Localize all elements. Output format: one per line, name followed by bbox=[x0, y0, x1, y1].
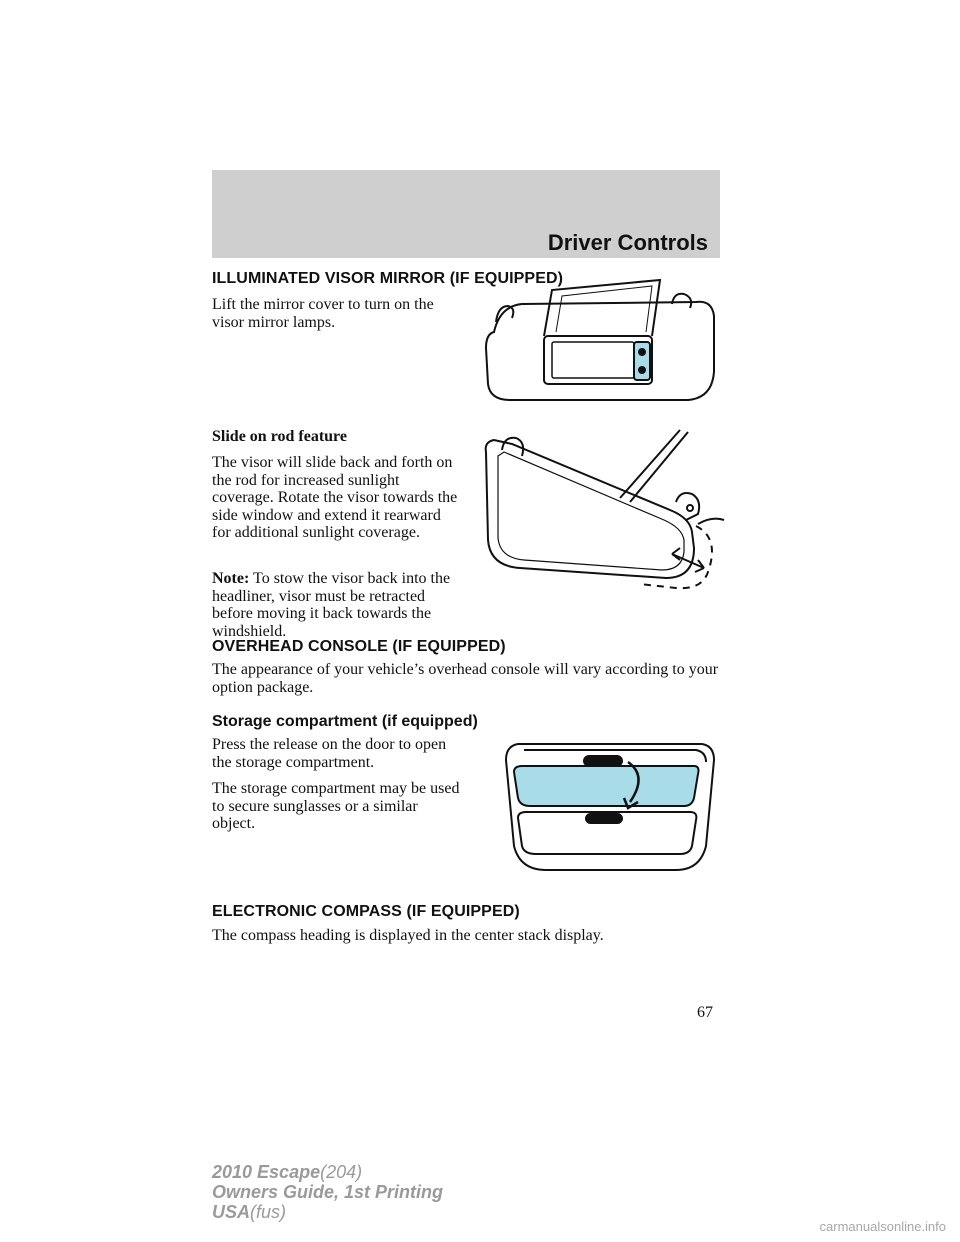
footer bbox=[212, 1162, 443, 1222]
storage-compartment-illustration bbox=[500, 742, 720, 876]
compass-heading: ELECTRONIC COMPASS (IF EQUIPPED) bbox=[212, 903, 520, 920]
storage-text-2: The storage compartment may be used to secure sunglasses or a similar object. bbox=[212, 780, 460, 832]
note-label: Note: bbox=[212, 570, 250, 587]
footer-line-3 bbox=[212, 1202, 443, 1222]
slide-rod-text: The visor will slide back and forth on the rod for increased sunlight coverage. Rotate the visor towards the side window and extend it rearward for additional sunlight coverage. bbox=[212, 454, 458, 541]
overhead-console-text: The appearance of your vehicle’s overhead console will vary according to your option package. bbox=[212, 661, 719, 696]
note-text: To stow the visor back into the headliner, visor must be retracted before moving it back towards the windshield. bbox=[212, 570, 451, 640]
visor-mirror-heading: ILLUMINATED VISOR MIRROR (IF EQUIPPED) bbox=[212, 270, 564, 287]
footer-model-code: (204) bbox=[320, 1162, 363, 1182]
slide-rod-heading: Slide on rod feature bbox=[212, 428, 347, 445]
visor-mirror-illustration bbox=[482, 272, 722, 406]
page-number: 67 bbox=[697, 1004, 713, 1021]
header-band bbox=[212, 170, 720, 258]
watermark: carmanualsonline.info bbox=[819, 1219, 946, 1234]
footer-line-1 bbox=[212, 1162, 443, 1182]
footer-line-2: Owners Guide, 1st Printing bbox=[212, 1182, 444, 1202]
footer-region-code: (fus) bbox=[250, 1202, 287, 1222]
storage-heading: Storage compartment (if equipped) bbox=[212, 713, 478, 730]
slide-rod-note bbox=[212, 570, 462, 640]
section-title: Driver Controls bbox=[547, 230, 708, 255]
storage-text-1: Press the release on the door to open the storage compartment. bbox=[212, 736, 447, 771]
footer-region: USA bbox=[212, 1202, 251, 1222]
footer-model: 2010 Escape bbox=[212, 1162, 321, 1182]
visor-mirror-text: Lift the mirror cover to turn on the visor mirror lamps. bbox=[212, 296, 434, 331]
overhead-console-heading: OVERHEAD CONSOLE (IF EQUIPPED) bbox=[212, 638, 506, 655]
slide-rod-illustration bbox=[480, 428, 726, 594]
compass-text: The compass heading is displayed in the center stack display. bbox=[212, 927, 604, 944]
